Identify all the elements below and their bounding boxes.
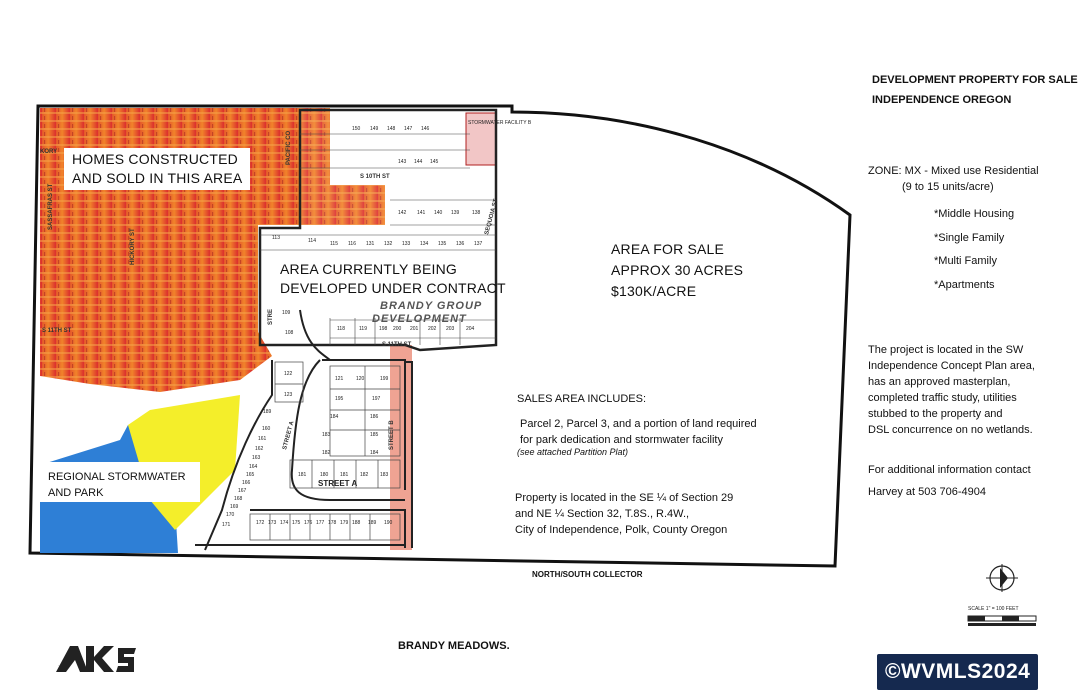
aks-logo-text: AKS xyxy=(58,666,61,667)
lot-number: 116 xyxy=(348,241,356,247)
zone-use-item: *Apartments xyxy=(934,278,995,291)
area-for-sale-line: APPROX 30 ACRES xyxy=(611,262,744,278)
lot-number: 123 xyxy=(284,392,293,398)
lot-number: 167 xyxy=(238,488,247,494)
lot-number: 195 xyxy=(335,396,344,402)
lot-number: 146 xyxy=(421,126,430,132)
lot-number: 188 xyxy=(352,520,361,526)
lot-number: 161 xyxy=(258,436,267,442)
development-line: AREA CURRENTLY BEING xyxy=(280,261,457,277)
lot-number: 181 xyxy=(340,472,349,478)
lot-number: 166 xyxy=(242,480,251,486)
property-location-line: Property is located in the SE ¼ of Section 29 xyxy=(515,492,734,504)
lot-number: 162 xyxy=(255,446,264,452)
street-s10th: S 10TH ST xyxy=(360,174,390,180)
lot-number: 119 xyxy=(359,326,367,332)
lot-number: 184 xyxy=(370,450,379,456)
street-sequoia: SEQUOIA ST xyxy=(484,198,500,236)
lot-number: 165 xyxy=(246,472,255,478)
project-info-line: DSL concurrence on no wetlands. xyxy=(868,424,1033,436)
lot-number: 190 xyxy=(384,520,393,526)
zone-use-item: *Single Family xyxy=(934,231,1005,244)
development-line: DEVELOPED UNDER CONTRACT xyxy=(280,280,506,296)
sales-area-line: for park dedication and stormwater facility xyxy=(520,434,723,446)
lot-number: 133 xyxy=(402,241,411,247)
lot-number: 132 xyxy=(384,241,393,247)
north-arrow-icon xyxy=(986,564,1018,592)
lot-number: 179 xyxy=(340,520,349,526)
project-info-line: has an approved masterplan, xyxy=(868,376,1011,388)
lot-number: 169 xyxy=(230,504,239,510)
lot-number: 186 xyxy=(370,414,379,420)
property-location-line: and NE ¼ Section 32, T.8S., R.4W., xyxy=(515,508,690,520)
sales-area-line: Parcel 2, Parcel 3, and a portion of land required xyxy=(520,418,757,430)
lot-number: 178 xyxy=(328,520,337,526)
contact-line2: Harvey at 503 706-4904 xyxy=(868,486,987,498)
development-label xyxy=(280,260,506,298)
subdivision-name: BRANDY MEADOWS. xyxy=(398,640,510,652)
lot-number: 149 xyxy=(370,126,379,132)
area-for-sale-line: $130K/ACRE xyxy=(611,283,697,299)
street-s11th-left: S 11TH ST xyxy=(42,328,72,334)
lot-number: 142 xyxy=(398,210,407,216)
lot-number: 136 xyxy=(456,241,465,247)
lot-number: 141 xyxy=(417,210,426,216)
lot-number: 148 xyxy=(387,126,396,132)
zone-use-item: *Multi Family xyxy=(934,255,997,267)
lot-number: 189 xyxy=(368,520,377,526)
lot-number: 134 xyxy=(420,241,429,247)
lot-number: 160 xyxy=(262,426,271,432)
lot-number: 197 xyxy=(372,396,381,402)
zone-uses-list xyxy=(934,203,1014,297)
project-info-line: Independence Concept Plan area, xyxy=(868,360,1035,372)
lot-number: 183 xyxy=(380,472,389,478)
lot-number: 175 xyxy=(292,520,301,526)
scale-label: SCALE 1" = 100 FEET xyxy=(968,606,1019,612)
lot-number: 108 xyxy=(285,330,294,336)
project-info-line: stubbed to the property and xyxy=(868,408,1003,420)
brandy-group-line: DEVELOPMENT xyxy=(372,313,467,325)
project-info xyxy=(868,342,1035,438)
facility-label: STORMWATER FACILITY B xyxy=(468,120,532,126)
homes-constructed-label xyxy=(64,148,250,190)
zone-line1: ZONE: MX - Mixed use Residential xyxy=(868,165,1039,177)
scale-bar xyxy=(968,616,1036,626)
zone-line2: (9 to 15 units/acre) xyxy=(902,181,994,193)
street-pacific: PACIFIC CO xyxy=(286,130,292,165)
project-info-line: The project is located in the SW xyxy=(868,344,1024,356)
lot-number: 113 xyxy=(272,235,280,241)
stormwater-line: AND PARK xyxy=(48,487,104,499)
street-kory: KORY xyxy=(40,149,58,155)
lot-number: 118 xyxy=(337,326,345,332)
aks-logo xyxy=(56,646,136,672)
lot-number: 199 xyxy=(380,376,389,382)
lot-number: 200 xyxy=(393,326,402,332)
lot-number: 203 xyxy=(446,326,455,332)
lot-number: 138 xyxy=(472,210,481,216)
lot-number: 131 xyxy=(366,241,375,247)
homes-constructed-line: HOMES CONSTRUCTED xyxy=(72,151,238,167)
lot-number: 183 xyxy=(322,432,331,438)
brandy-group-line: BRANDY GROUP xyxy=(380,300,483,312)
property-location-line: City of Independence, Polk, County Oregon xyxy=(515,524,728,536)
lot-number: 184 xyxy=(330,414,339,420)
lot-number: 181 xyxy=(298,472,307,478)
property-location xyxy=(515,490,733,538)
brandy-group-label xyxy=(372,300,482,326)
lot-number: 180 xyxy=(320,472,329,478)
lot-number: 189 xyxy=(263,409,272,415)
street-sassafras: SASSAFRAS ST xyxy=(48,183,54,230)
area-for-sale-line: AREA FOR SALE xyxy=(611,241,725,257)
street-stre: STRE xyxy=(268,308,274,325)
lot-number: 135 xyxy=(438,241,447,247)
homes-constructed-line: AND SOLD IN THIS AREA xyxy=(72,170,243,186)
lot-number: 143 xyxy=(398,159,407,165)
lot-number: 171 xyxy=(222,522,231,528)
street-a: STREET A xyxy=(318,479,358,488)
street-a-vertical: STREET A xyxy=(282,420,296,451)
lot-number: 144 xyxy=(414,159,423,165)
lot-number: 185 xyxy=(370,432,379,438)
lot-number: 182 xyxy=(360,472,369,478)
lot-number: 168 xyxy=(234,496,243,502)
sales-area-lines xyxy=(520,416,757,448)
lot-number: 177 xyxy=(316,520,325,526)
lot-number: 121 xyxy=(335,376,344,382)
project-info-line: completed traffic study, utilities xyxy=(868,392,1017,404)
lot-number: 173 xyxy=(268,520,277,526)
header-location: INDEPENDENCE OREGON xyxy=(872,94,1012,106)
lot-number: 115 xyxy=(330,241,338,247)
lot-number: 120 xyxy=(356,376,365,382)
area-for-sale-label xyxy=(611,239,743,302)
lot-number: 150 xyxy=(352,126,361,132)
lot-number: 202 xyxy=(428,326,437,332)
lot-number: 172 xyxy=(256,520,265,526)
sales-area-heading: SALES AREA INCLUDES: xyxy=(517,393,646,405)
contact-line1: For additional information contact xyxy=(868,464,1031,476)
lot-number: 174 xyxy=(280,520,289,526)
lot-number: 114 xyxy=(308,238,316,244)
lot-number: 140 xyxy=(434,210,443,216)
header-title: DEVELOPMENT PROPERTY FOR SALE xyxy=(872,74,1078,86)
stormwater-line: REGIONAL STORMWATER xyxy=(48,471,186,483)
mls-watermark: ©WVMLS2024 xyxy=(877,654,1038,690)
lot-number: 122 xyxy=(284,371,293,377)
lot-number: 147 xyxy=(404,126,413,132)
lot-number: 137 xyxy=(474,241,483,247)
lot-number: 170 xyxy=(226,512,235,518)
lot-number: 176 xyxy=(304,520,313,526)
lot-number: 139 xyxy=(451,210,460,216)
collector-label: NORTH/SOUTH COLLECTOR xyxy=(532,570,643,579)
lot-number: 182 xyxy=(322,450,331,456)
zone-use-item: *Middle Housing xyxy=(934,208,1015,220)
lot-number: 201 xyxy=(410,326,419,332)
lot-number: 204 xyxy=(466,326,475,332)
stormwater-label xyxy=(48,469,186,501)
sales-area-note: (see attached Partition Plat) xyxy=(517,447,629,457)
lot-number: 163 xyxy=(252,455,261,461)
lot-number: 198 xyxy=(379,326,388,332)
street-s11th: S 11TH ST xyxy=(382,342,412,348)
lot-number: 164 xyxy=(249,464,258,470)
street-hickory: HICKORY ST xyxy=(130,228,136,265)
lot-number: 145 xyxy=(430,159,439,165)
street-b: STREET B xyxy=(389,420,395,450)
lot-number: 109 xyxy=(282,310,291,316)
